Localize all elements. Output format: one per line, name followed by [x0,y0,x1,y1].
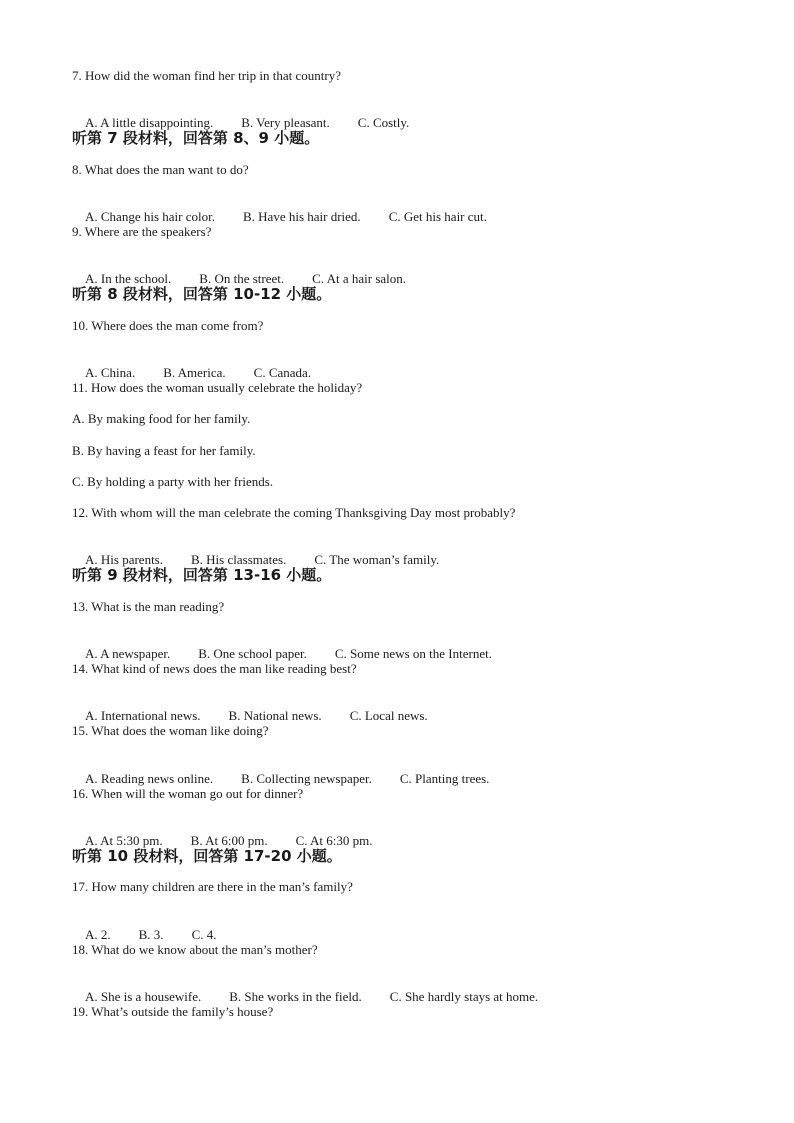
question-17: 17. How many children are there in the man’s family? [72,879,353,894]
option-a: A. A newspaper. [85,646,171,661]
option-c: C. 4. [191,927,217,942]
option-a: A. Reading news online. [85,771,214,786]
option-c: C. Get his hair cut. [388,209,487,224]
option-c: C. Canada. [253,365,312,380]
option-a: A. China. [85,365,136,380]
option-c: C. Costly. [357,115,410,130]
option-a: A. International news. [85,708,201,723]
option-b: B. At 6:00 pm. [190,833,268,848]
question-12: 12. With whom will the man celebrate the coming Thanksgiving Day most probably? [72,505,516,520]
question-14: 14. What kind of news does the man like reading best? [72,661,357,676]
option-a: A. She is a housewife. [85,989,202,1004]
question-18: 18. What do we know about the man’s mother? [72,942,318,957]
question-11-option-a: A. By making food for her family. [72,411,251,426]
question-8: 8. What does the man want to do? [72,162,249,177]
option-b: B. 3. [138,927,164,942]
question-11-option-c: C. By holding a party with her friends. [72,474,274,489]
option-b: B. America. [163,365,226,380]
option-b: B. On the street. [199,271,285,286]
option-a: A. At 5:30 pm. [85,833,163,848]
option-c: C. Planting trees. [399,771,490,786]
question-13: 13. What is the man reading? [72,599,225,614]
question-9: 9. Where are the speakers? [72,224,212,239]
option-a: A. His parents. [85,552,163,567]
option-c: C. The woman’s family. [314,552,440,567]
option-c: C. Local news. [349,708,428,723]
section-heading-7: 听第 7 段材料，回答第 8、9 小题。 [72,129,320,147]
option-b: B. National news. [228,708,322,723]
option-b: B. Very pleasant. [241,115,330,130]
option-c: C. Some news on the Internet. [334,646,492,661]
option-b: B. His classmates. [191,552,287,567]
section-heading-8: 听第 8 段材料，回答第 10-12 小题。 [72,285,332,303]
question-7: 7. How did the woman find her trip in that country? [72,68,341,83]
option-c: C. At a hair salon. [312,271,407,286]
section-heading-9: 听第 9 段材料，回答第 13-16 小题。 [72,566,332,584]
option-b: B. Collecting newspaper. [241,771,372,786]
option-a: A. In the school. [85,271,172,286]
option-b: B. Have his hair dried. [242,209,361,224]
section-heading-10: 听第 10 段材料，回答第 17-20 小题。 [72,847,342,865]
question-11: 11. How does the woman usually celebrate the holiday? [72,380,363,395]
question-15: 15. What does the woman like doing? [72,723,269,738]
option-b: B. One school paper. [198,646,307,661]
question-19: 19. What’s outside the family’s house? [72,1004,274,1019]
option-c: C. She hardly stays at home. [389,989,539,1004]
option-a: A. A little disappointing. [85,115,214,130]
option-a: A. 2. [85,927,111,942]
option-a: A. Change his hair color. [85,209,215,224]
option-c: C. At 6:30 pm. [295,833,373,848]
question-16: 16. When will the woman go out for dinner? [72,786,304,801]
question-10: 10. Where does the man come from? [72,318,264,333]
option-b: B. She works in the field. [229,989,362,1004]
question-11-option-b: B. By having a feast for her family. [72,443,256,458]
